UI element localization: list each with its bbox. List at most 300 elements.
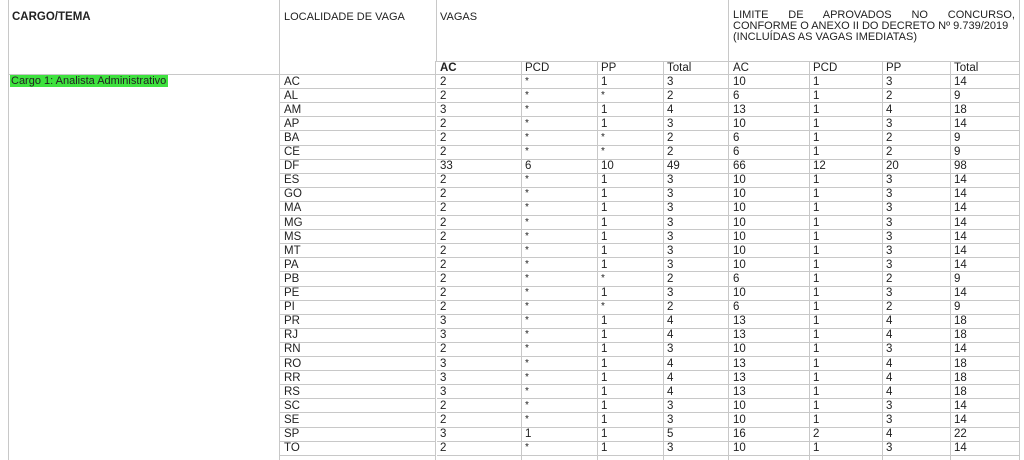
row-divider [280,130,435,131]
cell-vagas-total: 2 [667,131,674,144]
cell-localidade: RS [284,385,300,398]
cell-vagas-pcd: * [525,188,529,200]
row-divider [280,300,435,301]
row-divider [729,412,809,413]
row-divider [522,427,597,428]
row-divider [810,215,882,216]
row-divider [664,257,728,258]
cell-limite-total: 14 [954,343,967,356]
cell-limite-ac: 13 [733,385,746,398]
cell-vagas-ac: 2 [440,343,447,356]
cell-limite-pp: 3 [886,413,893,426]
subheader-vagas-ac: AC [440,62,457,74]
cell-vagas-pp: 1 [601,117,608,130]
row-divider [883,271,950,272]
row-divider [280,427,435,428]
row-divider [883,187,950,188]
row-divider [280,243,435,244]
row-divider [810,356,882,357]
cell-vagas-ac: 2 [440,117,447,130]
cell-limite-ac: 6 [733,301,740,314]
cell-vagas-total: 4 [667,329,674,342]
cell-vagas-pcd: * [525,202,529,214]
cell-limite-total: 18 [954,315,967,328]
cell-vagas-ac: 2 [440,399,447,412]
cell-vagas-total: 3 [667,343,674,356]
cell-limite-pp: 4 [886,103,893,116]
row-divider [664,370,728,371]
cell-limite-pcd: 1 [813,315,820,328]
row-divider [437,412,521,413]
cell-limite-pp: 4 [886,385,893,398]
cell-vagas-total: 3 [667,244,674,257]
row-divider [437,102,521,103]
cell-vagas-pcd: * [525,216,529,228]
row-divider [664,102,728,103]
cell-localidade: CE [284,146,300,158]
row-divider [810,398,882,399]
row-divider [280,271,435,272]
cell-limite-ac: 10 [733,188,746,201]
cell-vagas-pp: 1 [601,244,608,257]
row-divider [883,384,950,385]
grid-line [435,61,436,460]
row-divider [883,243,950,244]
cell-limite-ac: 10 [733,202,746,215]
row-divider [280,398,435,399]
row-divider [437,441,521,442]
cell-vagas-total: 3 [667,230,674,243]
row-divider [437,173,521,174]
subheader-limite-pcd: PCD [813,62,838,74]
cell-localidade: RR [284,371,301,384]
cell-vagas-pp: 1 [601,357,608,370]
cell-limite-pcd: 1 [813,146,820,158]
row-divider [598,229,663,230]
row-divider [883,257,950,258]
row-divider [598,130,663,131]
cell-limite-pp: 3 [886,399,893,412]
row-divider [810,441,882,442]
row-divider [883,455,950,456]
cell-vagas-pcd: * [525,117,529,129]
cell-limite-pp: 3 [886,343,893,356]
row-divider [664,116,728,117]
cell-limite-total: 9 [954,146,961,158]
row-divider [664,398,728,399]
cell-limite-ac: 13 [733,315,746,328]
cell-limite-total: 14 [954,216,967,229]
cell-vagas-pp: * [601,89,605,101]
row-divider [729,455,809,456]
grid-line [809,61,810,460]
row-divider [522,384,597,385]
cell-localidade: PA [284,258,299,271]
row-divider [664,384,728,385]
cell-limite-ac: 16 [733,428,746,440]
row-divider [810,229,882,230]
cell-vagas-pp: 1 [601,442,608,455]
cell-limite-pcd: 1 [813,385,820,398]
row-divider [951,130,1019,131]
row-divider [883,356,950,357]
cell-vagas-total: 3 [667,75,674,88]
row-divider [522,356,597,357]
cell-vagas-ac: 2 [440,216,447,229]
cell-localidade: RN [284,343,301,356]
cell-limite-pp: 3 [886,258,893,271]
cell-vagas-ac: 2 [440,287,447,299]
cell-vagas-ac: 2 [440,174,447,187]
row-divider [810,342,882,343]
row-divider [437,384,521,385]
row-divider [598,342,663,343]
row-divider [437,187,521,188]
row-divider [729,271,809,272]
cell-limite-pcd: 1 [813,329,820,342]
row-divider [810,328,882,329]
cell-localidade: AL [284,89,299,102]
row-divider [437,455,521,456]
cell-limite-pcd: 1 [813,216,820,229]
row-divider [883,229,950,230]
cell-limite-ac: 10 [733,244,746,257]
row-divider [598,187,663,188]
row-divider [810,187,882,188]
row-divider [598,173,663,174]
cell-limite-pcd: 1 [813,287,820,299]
row-divider [664,328,728,329]
cell-vagas-total: 3 [667,258,674,271]
cell-limite-pcd: 12 [813,160,826,173]
row-divider [883,130,950,131]
cell-vagas-pp: 1 [601,371,608,384]
cell-vagas-ac: 2 [440,244,447,257]
cell-vagas-pp: 1 [601,413,608,426]
cell-localidade: AP [284,117,300,130]
row-divider [280,314,435,315]
cell-vagas-pcd: * [525,301,529,313]
cell-vagas-pp: 1 [601,202,608,215]
row-divider [951,88,1019,89]
row-divider [280,455,435,456]
cell-vagas-pcd: * [525,287,529,298]
cell-vagas-total: 3 [667,117,674,130]
cell-limite-total: 14 [954,75,967,88]
cell-localidade: GO [284,188,302,201]
row-divider [664,173,728,174]
cell-vagas-ac: 2 [440,89,447,102]
cell-vagas-pp: 1 [601,399,608,412]
cell-limite-pcd: 1 [813,202,820,215]
cell-limite-ac: 10 [733,343,746,356]
cell-vagas-pp: * [601,131,605,143]
row-divider [437,116,521,117]
cell-vagas-pcd: * [525,329,529,341]
cell-limite-total: 18 [954,385,967,398]
cell-vagas-ac: 3 [440,371,447,384]
row-divider [522,412,597,413]
cell-vagas-ac: 33 [440,160,453,173]
row-divider [664,342,728,343]
cell-vagas-pcd: * [525,258,529,270]
cell-vagas-ac: 2 [440,188,447,201]
row-divider [664,130,728,131]
row-divider [664,356,728,357]
cell-limite-pp: 3 [886,230,893,243]
cell-limite-total: 9 [954,301,961,314]
cell-localidade: MG [284,216,303,229]
cell-vagas-ac: 2 [440,301,447,314]
cell-vagas-pcd: * [525,103,529,115]
row-divider [522,243,597,244]
cell-limite-ac: 6 [733,131,740,144]
row-divider [664,145,728,146]
cell-localidade: ES [284,174,300,187]
cell-limite-pp: 20 [886,160,899,173]
row-divider [437,370,521,371]
cell-localidade: TO [284,442,300,455]
cell-limite-total: 18 [954,357,967,370]
cell-vagas-pp: * [601,146,605,157]
row-divider [598,116,663,117]
row-divider [280,356,435,357]
cell-vagas-pcd: * [525,174,529,186]
row-divider [522,102,597,103]
cell-limite-ac: 10 [733,399,746,412]
cell-vagas-ac: 3 [440,103,447,116]
cell-vagas-pcd: * [525,357,529,369]
row-divider [598,427,663,428]
cell-limite-total: 14 [954,287,967,299]
row-divider [810,271,882,272]
cell-limite-pp: 4 [886,315,893,328]
cell-limite-ac: 10 [733,117,746,130]
cell-vagas-ac: 3 [440,428,447,440]
row-divider [280,342,435,343]
row-divider [437,300,521,301]
subheader-vagas-pcd: PCD [525,62,550,74]
row-divider [664,455,728,456]
header-vagas: VAGAS [440,11,478,23]
cell-localidade: SC [284,399,300,412]
subheader-vagas-pp: PP [601,62,617,74]
header-cargo-tema: CARGO/TEMA [12,11,91,23]
row-divider [883,342,950,343]
cell-vagas-total: 4 [667,357,674,370]
cell-localidade: DF [284,160,300,173]
cell-limite-pp: 3 [886,174,893,187]
cell-limite-pcd: 1 [813,103,820,116]
row-divider [883,441,950,442]
row-divider [883,215,950,216]
cell-limite-ac: 10 [733,230,746,243]
row-divider [280,102,435,103]
row-divider [437,88,521,89]
row-divider [437,314,521,315]
cell-vagas-pcd: * [525,343,529,355]
cell-vagas-ac: 2 [440,413,447,426]
row-divider [810,427,882,428]
row-divider [522,328,597,329]
row-divider [437,398,521,399]
cell-limite-pp: 3 [886,188,893,201]
row-divider [437,328,521,329]
subheader-limite-pp: PP [886,62,902,74]
cell-vagas-ac: 2 [440,272,447,285]
cell-localidade: AC [284,75,300,88]
cell-limite-ac: 6 [733,272,740,285]
cell-limite-total: 9 [954,89,961,102]
row-divider [522,201,597,202]
cell-limite-pcd: 1 [813,174,820,187]
row-divider [598,441,663,442]
row-divider [598,215,663,216]
cell-limite-ac: 6 [733,89,740,102]
cell-vagas-ac: 3 [440,385,447,398]
cell-limite-total: 14 [954,117,967,130]
cell-localidade: RO [284,357,302,370]
cell-limite-total: 14 [954,244,967,257]
grid-line [882,61,883,460]
row-divider [883,398,950,399]
row-divider [522,159,597,160]
row-divider [522,398,597,399]
cell-limite-total: 14 [954,413,967,426]
row-divider [598,328,663,329]
cell-localidade: MT [284,244,301,257]
cell-vagas-total: 3 [667,287,674,299]
row-divider [664,412,728,413]
row-divider [883,102,950,103]
row-divider [280,384,435,385]
cell-localidade: MS [284,230,302,243]
cell-localidade: PE [284,287,300,299]
cell-limite-ac: 10 [733,287,746,299]
row-divider [810,286,882,287]
row-divider [598,455,663,456]
row-divider [598,314,663,315]
cell-limite-pcd: 1 [813,399,820,412]
cell-limite-pcd: 1 [813,244,820,257]
grid-line [728,0,729,460]
grid-line [279,0,280,460]
cell-limite-pp: 3 [886,244,893,257]
row-divider [280,328,435,329]
row-divider [810,116,882,117]
cell-limite-pp: 3 [886,117,893,130]
cell-limite-pcd: 1 [813,413,820,426]
row-divider [522,116,597,117]
cell-limite-total: 14 [954,174,967,187]
cell-limite-ac: 66 [733,160,746,173]
grid-line [8,0,9,460]
cell-limite-pp: 2 [886,131,893,144]
cell-limite-pp: 4 [886,357,893,370]
cell-limite-total: 22 [954,428,967,440]
row-divider [883,88,950,89]
cell-vagas-pp: 1 [601,287,608,299]
grid-line [663,61,664,460]
cell-localidade: PR [284,315,300,328]
cell-vagas-pcd: 6 [525,160,532,173]
cell-vagas-pp: 1 [601,258,608,271]
cell-vagas-pcd: * [525,131,529,143]
row-divider [437,286,521,287]
row-divider [437,342,521,343]
row-divider [522,257,597,258]
cell-limite-pp: 2 [886,301,893,314]
cargo-label: Cargo 1: Analista Administrativo [11,75,167,87]
cell-localidade: SE [284,413,300,426]
cell-vagas-pcd: * [525,399,529,411]
row-divider [522,215,597,216]
row-divider [437,145,521,146]
row-divider [883,286,950,287]
row-divider [664,229,728,230]
row-divider [729,145,809,146]
cell-localidade: RJ [284,329,299,342]
cell-limite-pp: 4 [886,428,893,440]
row-divider [598,370,663,371]
cell-limite-ac: 10 [733,258,746,271]
cell-vagas-pp: 1 [601,188,608,201]
row-divider [280,201,435,202]
cell-limite-total: 18 [954,103,967,116]
cell-limite-ac: 10 [733,75,746,88]
row-divider [437,201,521,202]
cell-vagas-total: 2 [667,89,674,102]
row-divider [883,116,950,117]
row-divider [810,455,882,456]
cell-limite-total: 14 [954,202,967,215]
cell-vagas-total: 2 [667,272,674,285]
row-divider [810,145,882,146]
cell-vagas-ac: 3 [440,357,447,370]
cell-limite-pcd: 2 [813,428,820,440]
row-divider [598,286,663,287]
cell-limite-total: 9 [954,131,961,144]
row-divider [598,412,663,413]
cell-limite-pcd: 1 [813,230,820,243]
cell-vagas-total: 3 [667,188,674,201]
cell-vagas-pp: * [601,272,605,284]
row-divider [437,356,521,357]
row-divider [437,271,521,272]
row-divider [810,314,882,315]
cell-vagas-pcd: 1 [525,428,532,440]
row-divider [810,412,882,413]
grid-line [436,0,437,61]
row-divider [598,88,663,89]
row-divider [883,201,950,202]
cell-limite-pp: 2 [886,146,893,158]
cell-vagas-ac: 2 [440,146,447,158]
cell-limite-pp: 3 [886,75,893,88]
row-divider [522,271,597,272]
cell-vagas-total: 4 [667,371,674,384]
row-divider [598,398,663,399]
row-divider [664,88,728,89]
row-divider [951,271,1019,272]
cell-vagas-total: 2 [667,146,674,158]
cell-limite-pcd: 1 [813,117,820,130]
row-divider [598,356,663,357]
cell-localidade: SP [284,428,300,440]
cell-vagas-total: 2 [667,301,674,314]
row-divider [522,187,597,188]
cell-limite-total: 18 [954,329,967,342]
